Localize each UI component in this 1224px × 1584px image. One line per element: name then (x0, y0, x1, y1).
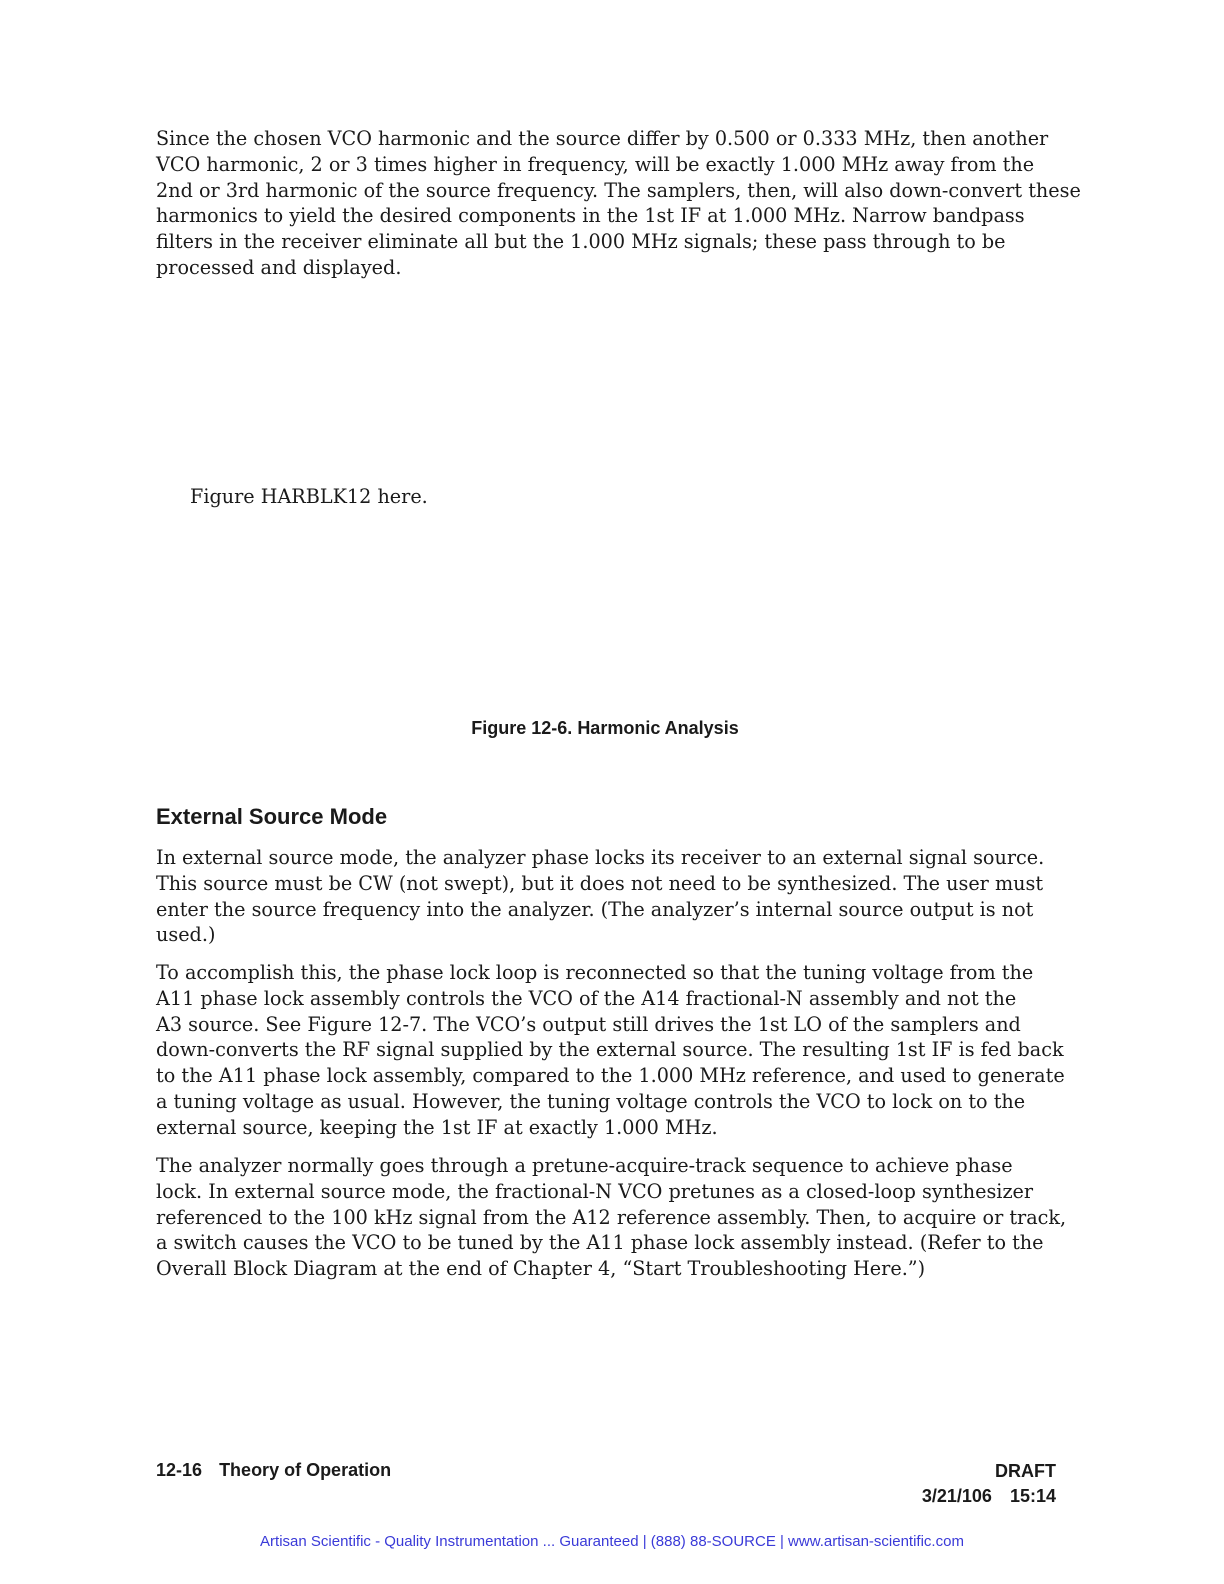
text-line: used.) (156, 923, 216, 947)
text-line: referenced to the 100 kHz signal from the A12 reference assembly. Then, to acquire or track, (156, 1205, 1067, 1229)
draft-timestamp (922, 1484, 1056, 1509)
body-paragraph (156, 1153, 1066, 1282)
page-footer-left (156, 1459, 391, 1481)
figure-placeholder-text: Figure HARBLK12 here. (190, 485, 428, 508)
text-line: 2nd or 3rd harmonic of the source frequency. The samplers, then, will also down-convert these (156, 178, 1081, 202)
text-line: a switch causes the VCO to be tuned by the A11 phase lock assembly instead. (Refer to the (156, 1231, 1044, 1255)
page-footer-right (922, 1459, 1056, 1509)
section-heading: External Source Mode (156, 804, 388, 829)
body-paragraph (156, 845, 1066, 948)
text-line: This source must be CW (not swept), but it does not need to be synthesized. The user must (156, 871, 1044, 895)
text-line: enter the source frequency into the analyzer. (The analyzer’s internal source output is not (156, 897, 1034, 921)
draft-label: DRAFT (995, 1461, 1056, 1481)
text-line: Since the chosen VCO harmonic and the source differ by 0.500 or 0.333 MHz, then another (156, 127, 1049, 150)
text-line: filters in the receiver eliminate all but the 1.000 MHz signals; these pass through to be (156, 230, 1006, 254)
draft-time: 15:14 (1009, 1486, 1056, 1506)
text-line: A3 source. See Figure 12-7. The VCO’s output still drives the 1st LO of the samplers and (156, 1012, 1021, 1036)
intro-paragraph (156, 126, 1081, 281)
body-paragraph (156, 960, 1066, 1141)
text-line: lock. In external source mode, the fractional-N VCO pretunes as a closed-loop synthesizer (156, 1179, 1034, 1203)
draft-date: 3/21/106 (921, 1486, 992, 1506)
text-line: In external source mode, the analyzer phase locks its receiver to an external signal source. (156, 846, 1045, 869)
text-line: A11 phase lock assembly controls the VCO of the A14 fractional-N assembly and not the (156, 986, 1017, 1010)
text-line: VCO harmonic, 2 or 3 times higher in frequency, will be exactly 1.000 MHz away from the (156, 152, 1035, 176)
text-line: down-converts the RF signal supplied by the external source. The resulting 1st IF is fed back (156, 1038, 1064, 1062)
text-line: external source, keeping the 1st IF at exactly 1.000 MHz. (156, 1115, 718, 1139)
text-line: to the A11 phase lock assembly, compared to the 1.000 MHz reference, and used to generate (156, 1064, 1065, 1088)
vendor-banner-link[interactable]: Artisan Scientific - Quality Instrumentation ... Guaranteed | (888) 88-SOURCE | www.artisan-scientific.com (260, 1533, 964, 1550)
text-line: To accomplish this, the phase lock loop is reconnected so that the tuning voltage from the (156, 961, 1034, 984)
text-line: Overall Block Diagram at the end of Chapter 4, “Start Troubleshooting Here.”) (156, 1257, 926, 1281)
text-line: The analyzer normally goes through a pretune-acquire-track sequence to achieve phase (156, 1154, 1013, 1177)
text-line: a tuning voltage as usual. However, the tuning voltage controls the VCO to lock on to the (156, 1089, 1026, 1113)
page-number: 12-16 (156, 1460, 203, 1480)
text-line: harmonics to yield the desired components in the 1st IF at 1.000 MHz. Narrow bandpass (156, 204, 1025, 228)
text-line: processed and displayed. (156, 255, 402, 279)
figure-caption: Figure 12-6. Harmonic Analysis (471, 718, 739, 738)
chapter-title: Theory of Operation (219, 1460, 392, 1480)
